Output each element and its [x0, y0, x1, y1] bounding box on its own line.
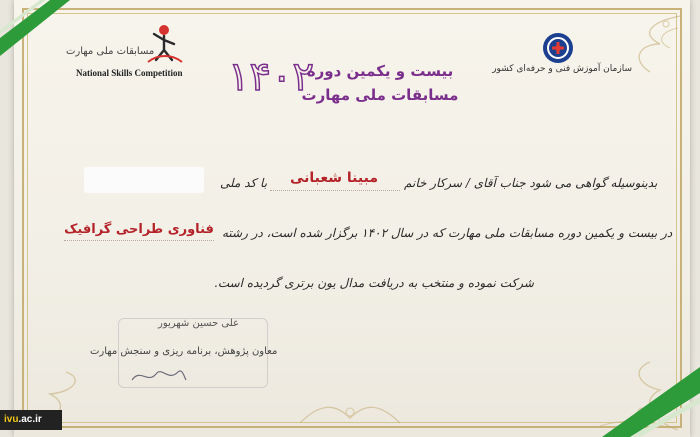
tvto-emblem-icon [542, 32, 574, 64]
skills-competition-logo [60, 24, 210, 84]
organization-logo [492, 28, 632, 82]
site-watermark [0, 410, 62, 430]
name-dotted-line [270, 190, 400, 191]
site-suffix: .ac.ir [18, 414, 42, 425]
handwritten-signature-icon [128, 362, 188, 388]
certificate-title-line1: بیست و یکمین دوره [306, 62, 454, 80]
organization-name: سازمان آموزش فنی و حرفه‌ای کشور [492, 64, 632, 74]
line1-prefix: بدینوسیله گواهی می شود جناب آقای / سرکار خانم [404, 176, 658, 190]
certificate-title-line2: مسابقات ملی مهارت [301, 86, 459, 104]
signatory-title: معاون پژوهش، برنامه ریزی و سنجش مهارت [90, 346, 278, 357]
line1-suffix: با کد ملی [220, 176, 268, 190]
field-name: فناوری طراحی گرافیک [64, 222, 214, 237]
competition-name-en: National Skills Competition [76, 68, 183, 78]
ribbon-bottom-right-icon [600, 357, 700, 437]
signatory-name: علی حسین شهریور [158, 318, 239, 329]
skills-figure-icon [142, 24, 186, 64]
line3-text: شرکت نموده و منتخب به دریافت مدال یون برتری گردیده است. [214, 276, 534, 290]
site-prefix: ivu [4, 414, 19, 425]
redacted-national-id [84, 167, 204, 193]
bottom-center-ornament-icon [300, 398, 400, 428]
recipient-name: مبینا شعبانی [289, 170, 378, 186]
field-dotted-line [64, 240, 214, 241]
line2-text: در بیست و یکمین دوره مسابقات ملی مهارت که در سال ۱۴۰۲ برگزار شده است، در رشته [222, 226, 673, 240]
decorative-year: ۱۴۰۲ [228, 54, 314, 100]
competition-name-fa: مسابقات ملی مهارت [66, 46, 155, 57]
